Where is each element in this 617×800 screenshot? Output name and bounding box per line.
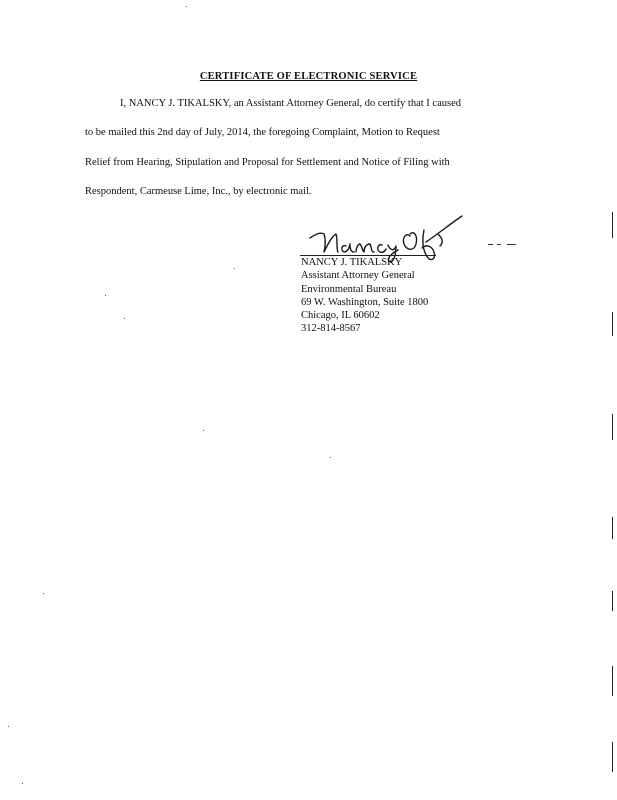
signature-block [301,256,428,336]
scan-speck-6 [43,593,44,594]
body-line-4: Respondent, Carmeuse Lime, Inc., by electronic mail. [85,186,312,197]
body-line-3: Relief from Hearing, Stipulation and Proposal for Settlement and Notice of Filing with [85,157,450,168]
margin-mark-3 [612,414,613,440]
scan-speck-2 [234,268,235,269]
signer-city: Chicago, IL 60602 [301,310,380,322]
signer-address: 69 W. Washington, Suite 1800 [301,296,429,308]
body-line-1: I, NANCY J. TIKALSKY, an Assistant Attorney General, do certify that I caused [120,98,461,109]
body-line-2: to be mailed this 2nd day of July, 2014, the foregoing Complaint, Motion to Request [85,127,440,138]
margin-mark-1 [612,212,613,238]
scan-dash-1 [488,244,493,245]
margin-mark-5 [612,591,613,611]
margin-mark-6 [612,666,613,696]
scan-speck-9 [105,295,106,296]
scan-speck-4 [203,430,204,431]
signer-bureau: Environmental Bureau [301,283,397,295]
certificate-title: CERTIFICATE OF ELECTRONIC SERVICE [199,71,418,82]
scan-speck-8 [22,783,23,784]
margin-mark-2 [612,312,613,336]
scan-speck-5 [330,457,331,458]
signer-name: NANCY J. TIKALSKY [301,257,403,268]
scan-speck-1 [186,6,187,7]
scan-speck-3 [124,318,125,319]
scan-speck-7 [8,726,9,727]
scan-dash-3 [507,244,516,245]
signer-phone: 312-814-8567 [301,323,361,335]
margin-mark-4 [612,517,613,539]
signer-title: Assistant Attorney General [301,270,415,282]
scan-dash-2 [497,244,501,245]
margin-mark-7 [612,742,613,772]
